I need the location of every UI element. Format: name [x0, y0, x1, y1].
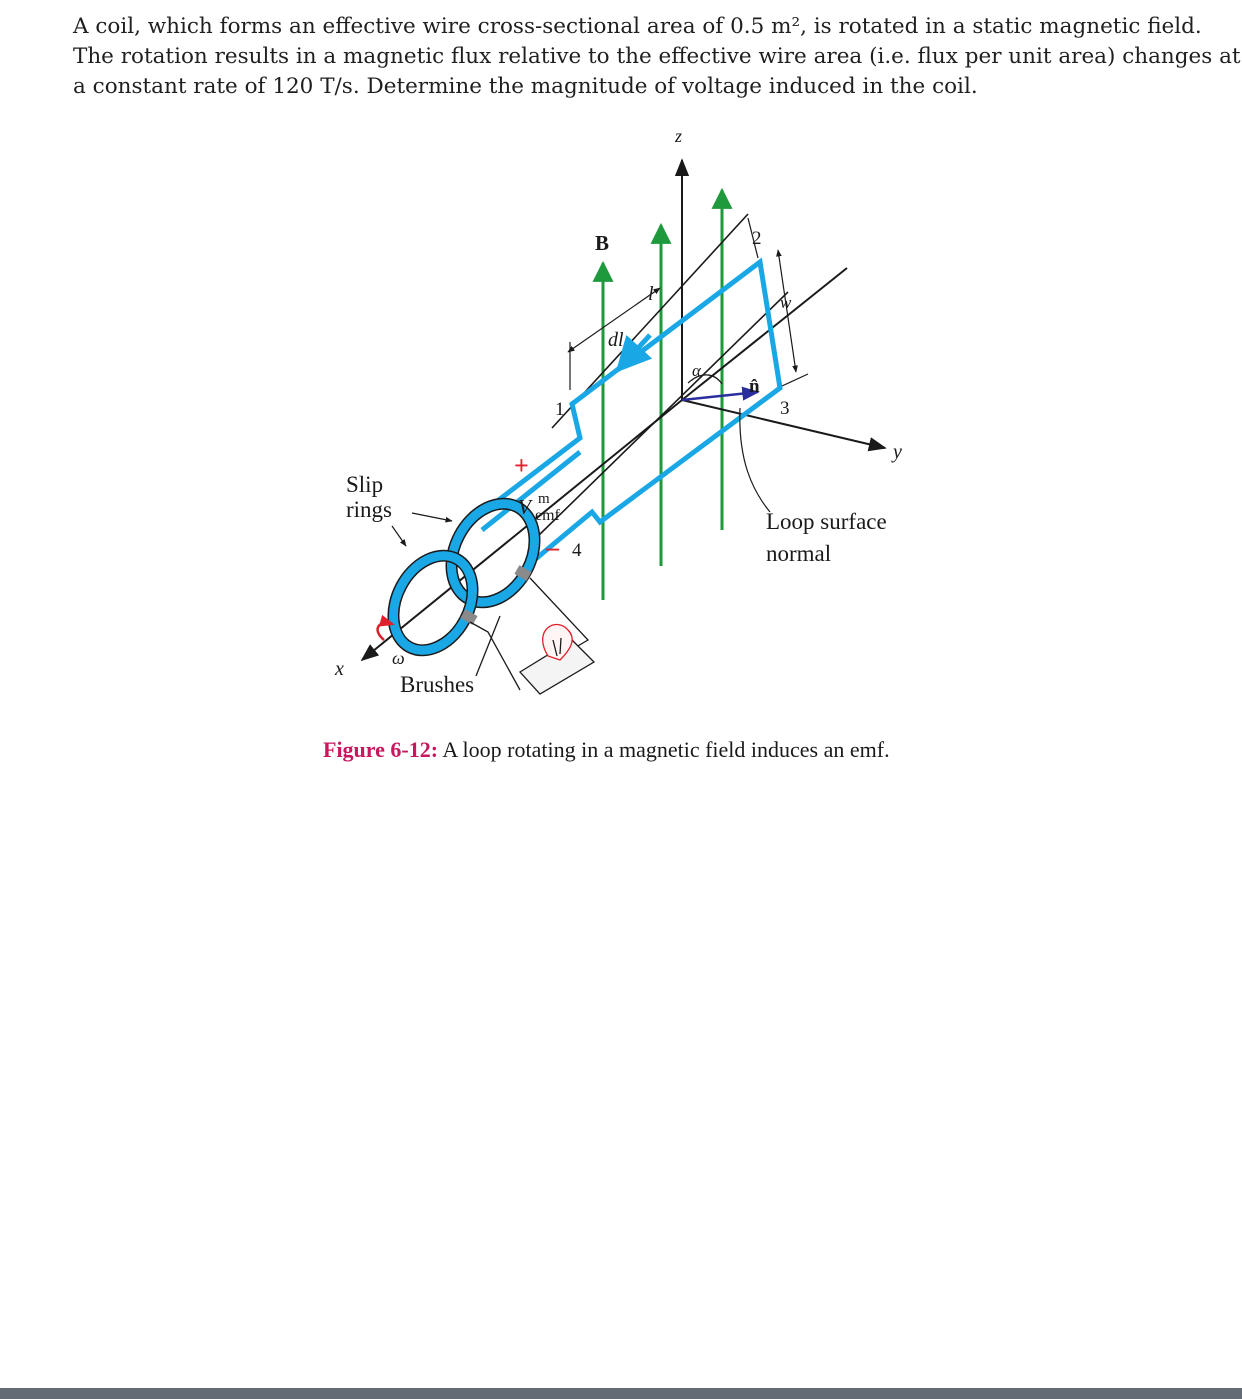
- b-field-lines: [603, 190, 722, 600]
- loop-normal-label-1: Loop surface: [766, 509, 887, 534]
- corner-4-label: 4: [572, 540, 582, 561]
- voltage-symbol: V: [518, 495, 531, 519]
- normal-label: n̂: [749, 376, 760, 397]
- brushes-label: Brushes: [400, 672, 475, 697]
- normal-vector: [682, 392, 758, 400]
- width-label: w: [780, 293, 792, 312]
- omega-label: ω: [392, 648, 405, 668]
- problem-line-2: The rotation results in a magnetic flux relative to the effective wire area (i.e. flux per unit area) changes at: [73, 44, 1241, 69]
- problem-line-3: a constant rate of 120 T/s. Determine the magnitude of voltage induced in the coil.: [73, 74, 978, 99]
- z-axis-label: z: [675, 126, 683, 146]
- brush-wire-2: [470, 622, 520, 690]
- dl-label: dl: [608, 329, 624, 351]
- minus-sign: –: [546, 533, 559, 562]
- slip-rings-leader-2: [392, 526, 406, 546]
- x-axis: [362, 400, 682, 660]
- caption-text: A loop rotating in a magnetic field induces an emf.: [442, 737, 890, 762]
- voltage-superscript: m: [538, 491, 550, 507]
- b-field-label: B: [595, 231, 610, 255]
- slip-rings-label-1: Slip: [346, 472, 384, 497]
- loop-normal-label-2: normal: [766, 541, 832, 566]
- brushes-and-lamp: [470, 578, 594, 694]
- corner-1-label: 1: [555, 399, 565, 420]
- loop-path: [475, 262, 780, 572]
- plus-sign: +: [514, 451, 529, 480]
- loop-normal-leader: [740, 408, 770, 512]
- x-axis-label: x: [335, 658, 344, 680]
- problem-line-1: A coil, which forms an effective wire cross-sectional area of 0.5 m², is rotated in a static magnetic field.: [73, 14, 1202, 39]
- alpha-label: α: [692, 361, 701, 380]
- conducting-loop: [475, 262, 780, 572]
- bottom-bar: [0, 1388, 1242, 1399]
- slip-rings-label-2: rings: [346, 497, 392, 522]
- width-tick-2: [782, 374, 808, 386]
- corner-3-label: 3: [780, 398, 790, 419]
- voltage-subscript: emf: [535, 507, 560, 524]
- y-axis-label: y: [893, 441, 902, 463]
- coordinate-axes: [362, 160, 885, 660]
- length-label: l: [648, 283, 654, 305]
- corner-2-label: 2: [752, 228, 762, 249]
- caption-label: Figure 6-12:: [323, 737, 439, 762]
- slip-rings-leader-1: [412, 513, 452, 521]
- figure-caption: [323, 737, 890, 763]
